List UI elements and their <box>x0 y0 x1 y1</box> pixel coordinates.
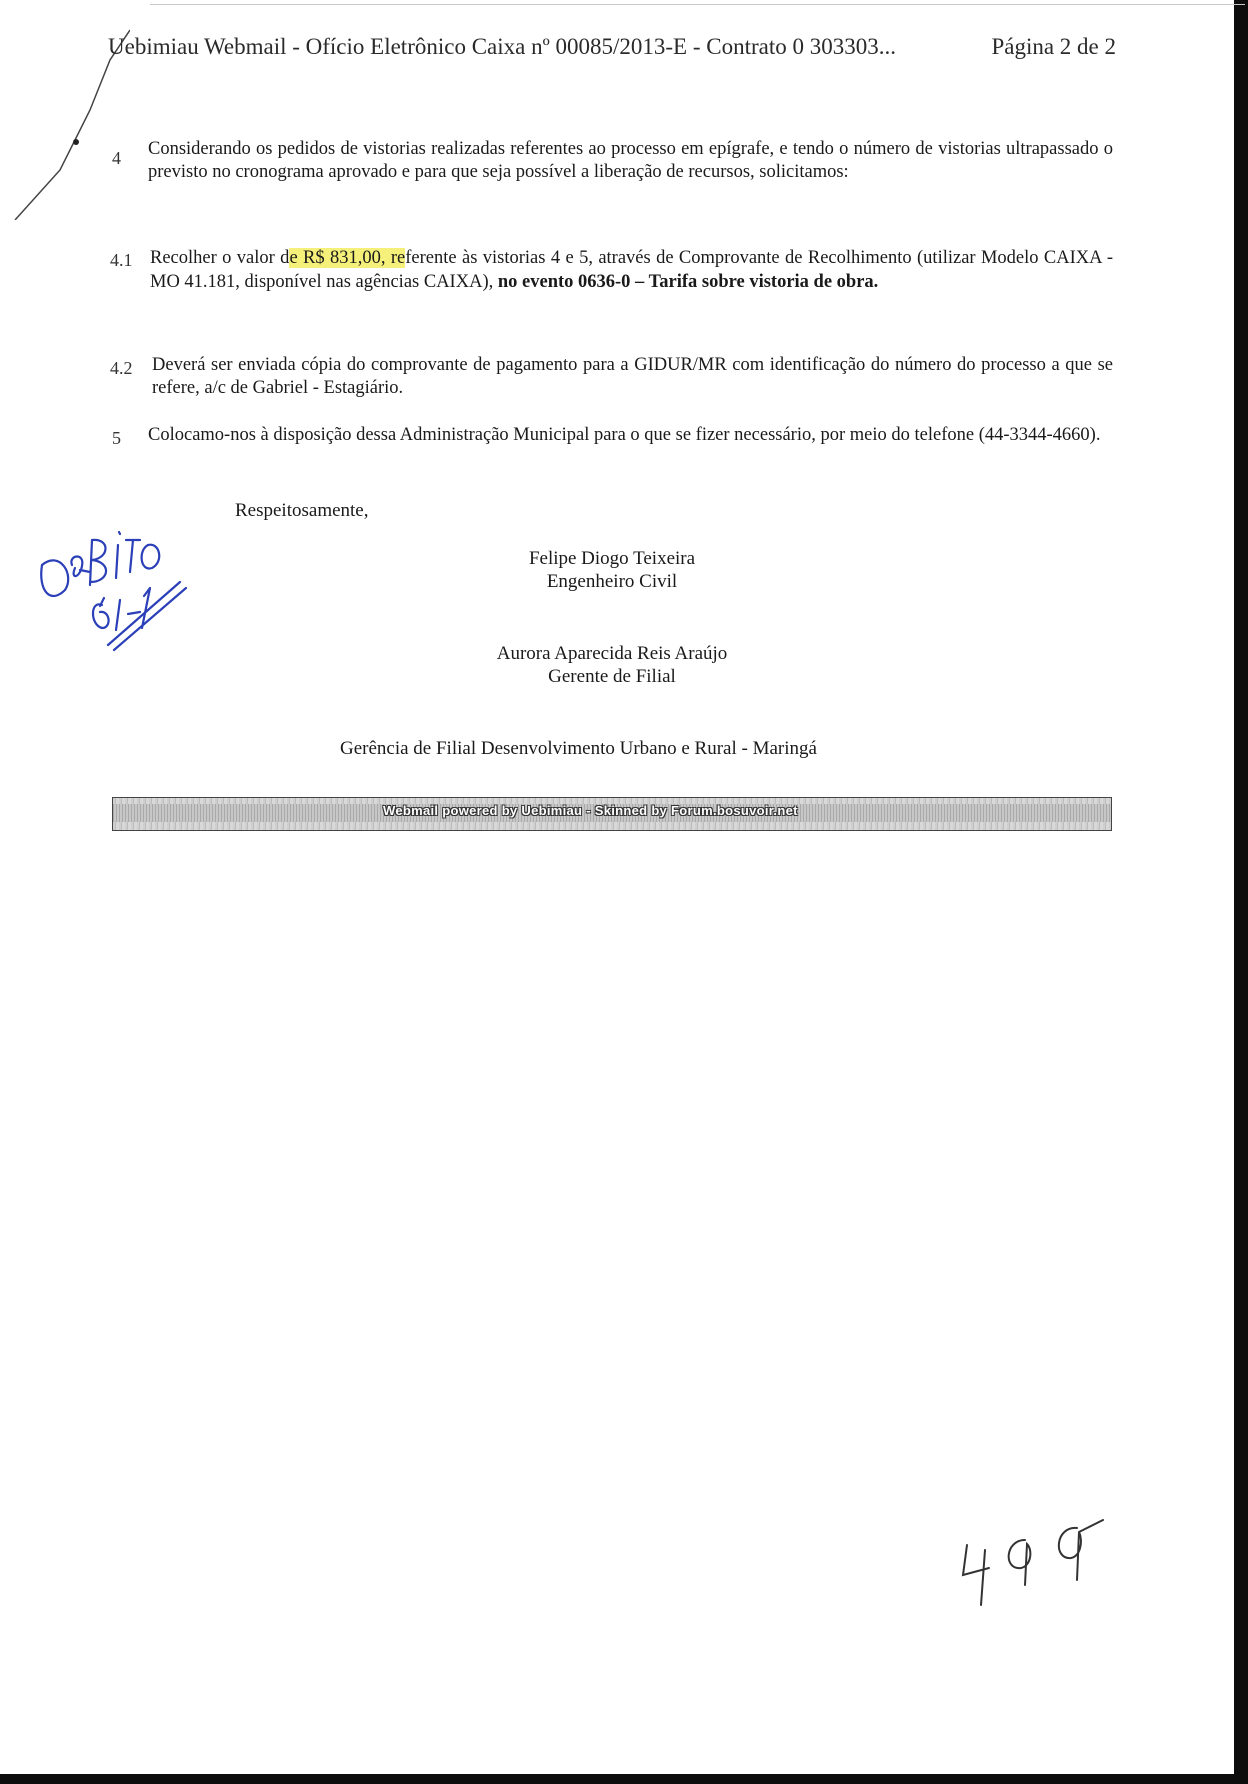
signature-name: Aurora Aparecida Reis Araújo <box>496 643 728 664</box>
top-rule <box>150 4 1245 5</box>
signature-role: Engenheiro Civil <box>546 571 678 592</box>
department-name: Gerência de Filial Desenvolvimento Urbano e Rural - Maringá <box>340 738 817 759</box>
item-number: 4 <box>112 148 121 168</box>
paragraph-5: Colocamo-nos à disposição dessa Administração Municipal para o que se fizer necessário, por meio do telefone (44-3344-4660). <box>148 425 1101 445</box>
item-number: 4.1 <box>110 250 133 270</box>
footer-bar-text: Webmail powered by Uebimiau - Skinned by Forum.bosuvoir.net <box>383 803 798 818</box>
signature-name: Felipe Diogo Teixeira <box>528 548 696 569</box>
text-segment: ferente às vistorias 4 e 5, através de Comprovante de Recolhimento (utilizar Modelo CAIXA - MO 41.181, disponível nas agências CAIXA), <box>150 248 1113 292</box>
highlighted-amount: e R$ 831,00, re <box>289 248 406 268</box>
item-number: 5 <box>112 428 121 448</box>
webmail-footer-bar <box>112 797 1112 831</box>
paragraph-4-1 <box>150 246 1113 294</box>
signature-role: Gerente de Filial <box>548 666 676 687</box>
item-number: 4.2 <box>110 358 133 378</box>
paragraph-4: Considerando os pedidos de vistorias realizadas referentes ao processo em epígrafe, e tendo o número de vistorias ultrapassado o previsto no cronograma aprovado e para que seja possível a liberação de recursos, solicitamos: <box>148 139 1113 182</box>
text-segment: Recolher o valor d <box>150 248 290 268</box>
handwritten-debit-stamp <box>30 510 200 660</box>
paragraph-4-2: Deverá ser enviada cópia do comprovante de pagamento para a GIDUR/MR com identificação do número do processo a que se refere, a/c de Gabriel - Estagiário. <box>152 355 1113 398</box>
document-header <box>108 34 1116 60</box>
closing-text: Respeitosamente, <box>235 500 369 521</box>
header-title: Uebimiau Webmail - Ofício Eletrônico Caixa nº 00085/2013-E - Contrato 0 303303... <box>108 34 896 59</box>
page-indicator: Página 2 de 2 <box>991 34 1116 59</box>
bold-segment: no evento 0636-0 – Tarifa sobre vistoria de obra. <box>497 272 879 292</box>
handwritten-page-number <box>955 1510 1125 1610</box>
